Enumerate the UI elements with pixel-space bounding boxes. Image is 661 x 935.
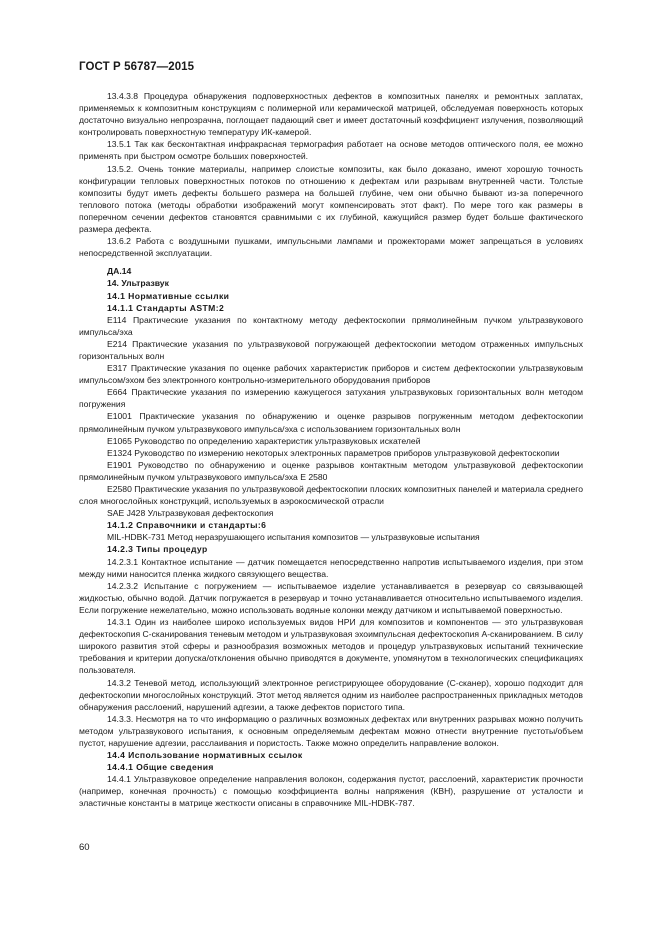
document-header: ГОСТ Р 56787—2015 xyxy=(79,61,195,73)
reference-e1901: E1901 Руководство по обнаружению и оценке разрывов контактным методом ультразвуковой дефектоскопии прямолинейным пучком ультразвукового импульса/эха E 2580 xyxy=(79,459,583,482)
paragraph-14-2-3-2: 14.2.3.2 Испытание с погружением — испытываемое изделие устанавливается в резервуар со связывающей жидкостью, обычно водой. Датчик погружается в резервуар и точно устанавливается относительно испытываемого изделия. Если погружение нежелательно, можно использовать водяные колонки между датчиком и испытываемой поверхностью. xyxy=(79,580,583,615)
reference-sae-j428: SAE J428 Ультразвуковая дефектоскопия xyxy=(107,508,274,519)
heading-normative-references: 14.1 Нормативные ссылки xyxy=(107,290,230,301)
document-body xyxy=(79,90,583,810)
heading-procedure-types: 14.2.3 Типы процедур xyxy=(107,544,208,555)
paragraph-14-4-1: 14.4.1 Ультразвуковое определение направления волокон, содержания пустот, расслоений, характеристик прочности (например, конечная прочность) с помощью коэффициента волны напряжения (КВН), разрушение от усталости и эластичные константы в матрице жесткости описаны в справочнике MIL-HDBK-787. xyxy=(79,774,583,809)
heading-astm-standards: 14.1.1 Стандарты ASTM:2 xyxy=(107,302,225,313)
appendix-heading: ДА.14 xyxy=(107,266,132,277)
paragraph-14-2-3-1: 14.2.3.1 Контактное испытание — датчик помещается непосредственно напротив испытываемого изделия, при этом между ними наносится пленка жидкого связующего вещества. xyxy=(79,556,583,579)
paragraph-13-6-2: 13.6.2 Работа с воздушными пушками, импульсными лампами и прожекторами может запрещаться в условиях непосредственной эксплуатации. xyxy=(79,236,583,259)
reference-e1324: E1324 Руководство по измерению некоторых электронных параметров приборов ультразвуковой дефектоскопии xyxy=(107,447,560,458)
paragraph-13-5-1: 13.5.1 Так как бесконтактная инфракрасная термография работает на основе методов оптического поля, ее можно применять при быстром осмотре больших поверхностей. xyxy=(79,139,583,162)
reference-e1065: E1065 Руководство по определению характеристик ультразвуковых искателей xyxy=(107,435,421,446)
paragraph-14-3-1: 14.3.1 Один из наиболее широко используемых видов НРИ для композитов и компонентов — это ультразвуковая дефектоскопия С-сканирования теневым методом и ультразвуковая эхоимпульсная дефектоскопия А-сканированием. В силу широкого развития этой сферы и разнообразия возможных методов и процедур ультразвуковых испытаний технические требования и критерии допуска/отклонения обычно приводятся в документе, упомянутом в технологических спецификациях пользователя. xyxy=(79,617,583,676)
heading-handbooks-standards: 14.1.2 Справочники и стандарты:6 xyxy=(107,520,267,531)
heading-general-information: 14.4.1 Общие сведения xyxy=(107,762,214,773)
section-heading-ultrasound: 14. Ультразвук xyxy=(107,278,169,289)
page-number: 60 xyxy=(79,842,90,853)
paragraph-13-4-3-8: 13.4.3.8 Процедура обнаружения подповерхностных дефектов в композитных панелях и ремонтных заплатах, применяемых к композитным конструкциям с полимерной или керамической матрицей, обследуемая поверхность которых достаточно визуально непрозрачна, поглощает падающий свет и имеет достаточный коэффициент излучения, позволяющий контролировать поверхностную температуру ИК-камерой. xyxy=(79,91,583,138)
reference-e1001: E1001 Практические указания по обнаружению и оценке разрывов погруженным методом дефектоскопии прямолинейным пучком ультразвукового импульса/эха с использованием горизонтальных волн xyxy=(79,411,583,434)
reference-e2580: E2580 Практические указания по ультразвуковой дефектоскопии плоских композитных панелей и материала среднего слоя многослойных конструкций, используемых в аэрокосмической отрасли xyxy=(79,484,583,507)
reference-e114: E114 Практические указания по контактному методу дефектоскопии прямолинейным пучком ультразвукового импульса/эха xyxy=(79,314,583,337)
reference-e664: E664 Практические указания по измерению кажущегося затухания ультразвуковых горизонтальных волн методом погружения xyxy=(79,387,583,410)
reference-e317: E317 Практические указания по оценке рабочих характеристик приборов и систем дефектоскопии ультразвуковым импульсом/эхом без электронного контрольно-измерительного оборудования приборов xyxy=(79,363,583,386)
reference-e214: E214 Практические указания по ультразвуковой погружающей дефектоскопии методом отраженных импульсных горизонтальных волн xyxy=(79,338,583,361)
paragraph-14-3-3: 14.3.3. Несмотря на то что информацию о различных возможных дефектах или внутренних разрывах можно получить методом ультразвукового испытания, к основным определяемым дефектам можно отнести внутренние пустоты/объем пустот, нарушение адгезии, расслаивания и пористость. Также можно определить направление волокон. xyxy=(79,713,583,748)
reference-mil-hdbk-731: MIL-HDBK-731 Метод неразрушающего испытания композитов — ультразвуковые испытания xyxy=(107,532,480,543)
heading-use-of-references: 14.4 Использование нормативных ссылок xyxy=(107,750,303,761)
paragraph-13-5-2: 13.5.2. Очень тонкие материалы, например слоистые композиты, как было доказано, имеют хорошую точность конфигурации тепловых поверхностных потоков по отношению к дефектам или разрывам внутренней части. Толстые композиты будут иметь дефекты большего размера на большей глубине, чем они обычно бывают из-за поперечного теплового потока (методы обработки изображений могут компенсировать этот факт). По мере того как размеры в поперечном сечении дефектов становятся сравнимыми с их глубиной, кажущийся размер будет больше фактического размера дефекта. xyxy=(79,163,583,235)
paragraph-14-3-2: 14.3.2 Теневой метод, использующий электронное регистрирующее оборудование (С-сканер), хорошо подходит для дефектоскопии многослойных конструкций. Этот метод является одним из наиболее распространенных прикладных методов обнаружения расслоений, нарушений адгезии, а также дефектов пористого типа. xyxy=(79,677,583,712)
